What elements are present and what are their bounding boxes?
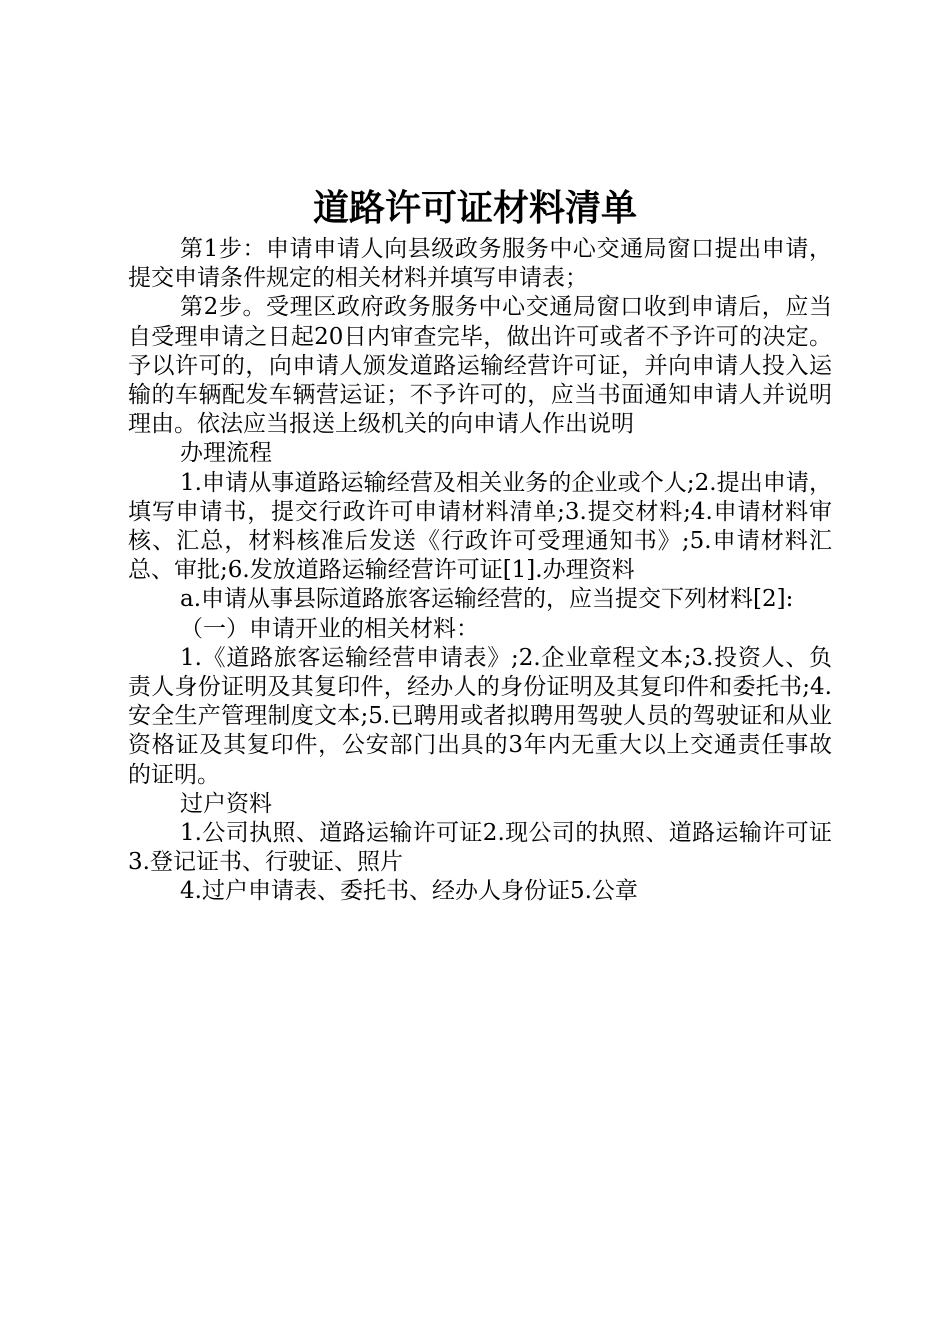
heading-opening-materials: （一）申请开业的相关材料： (180, 615, 479, 642)
paragraph-transfer-list-1: 1.公司执照、道路运输许可证2.现公司的执照、道路运输许可证3.登记证书、行驶证、照片 (128, 820, 832, 876)
heading-process: 办理流程 (180, 440, 272, 467)
document-title: 道路许可证材料清单 (312, 187, 637, 229)
paragraph-intercounty-materials: a.申请从事县际道路旅客运输经营的，应当提交下列材料[2]: (180, 586, 794, 613)
paragraph-step-1: 第1步：申请申请人向县级政务服务中心交通局窗口提出申请，提交申请条件规定的相关材料并填写申请表； (128, 236, 832, 292)
document-body (128, 235, 832, 907)
heading-transfer-materials: 过户资料 (180, 790, 272, 817)
paragraph-transfer-list-2: 4.过户申请表、委托书、经办人身份证5.公章 (180, 878, 638, 905)
paragraph-opening-materials-list: 1.《道路旅客运输经营申请表》;2.企业章程文本;3.投资人、负责人身份证明及其复印件，经办人的身份证明及其复印件和委托书;4.安全生产管理制度文本;5.已聘用或者拟聘用驾驶人员的驾驶证和从业资格证及其复印件，公安部门出具的3年内无重大以上交通责任事故的证明。 (128, 644, 832, 788)
paragraph-process-steps: 1.申请从事道路运输经营及相关业务的企业或个人;2.提出申请，填写申请书，提交行政许可申请材料清单;3.提交材料;4.申请材料审核、汇总，材料核准后发送《行政许可受理通知书》;5.申请材料汇总、审批;6.发放道路运输经营许可证[1].办理资料 (128, 469, 832, 584)
paragraph-step-2: 第2步。受理区政府政务服务中心交通局窗口收到申请后，应当自受理申请之日起20日内审查完毕，做出许可或者不予许可的决定。予以许可的，向申请人颁发道路运输经营许可证，并向申请人投入运输的车辆配发车辆营运证；不予许可的，应当书面通知申请人并说明理由。依法应当报送上级机关的向申请人作出说明 (128, 294, 832, 438)
